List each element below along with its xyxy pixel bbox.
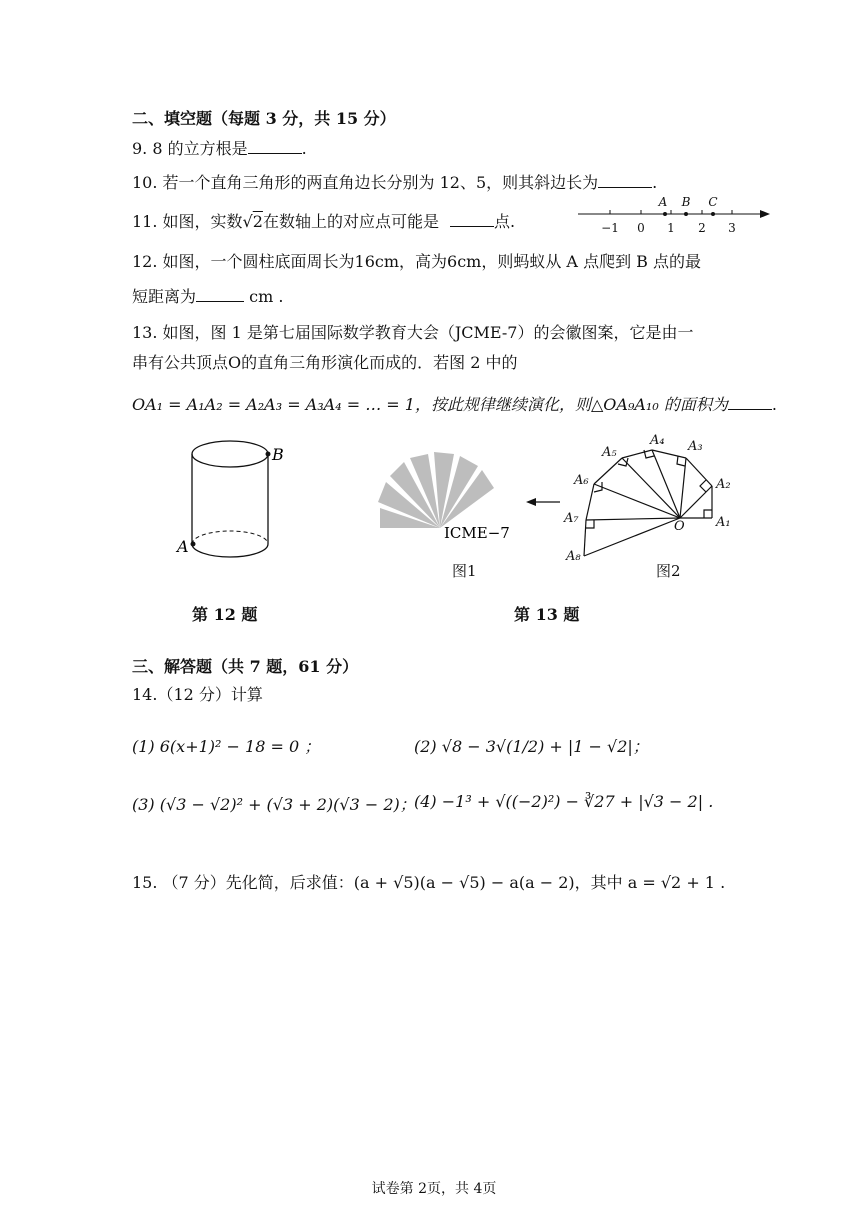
answer-blank <box>728 395 772 410</box>
answer-blank <box>450 212 494 227</box>
point-label: A <box>658 195 668 209</box>
question-12-line-1: 12. 如图，一个圆柱底面周长为16cm，高为6cm，则蚂蚁从 A 点爬到 B 点的最 <box>132 252 701 271</box>
point-label: A₂ <box>716 477 731 492</box>
question-14-part-2: (2) √8 − 3√(1/2) + |1 − √2|； <box>414 737 649 756</box>
section-2-title: 二、填空题（每题 3 分，共 15 分） <box>132 109 396 128</box>
question-12-line-2 <box>132 284 283 307</box>
logo-text: ICME−7 <box>444 524 510 542</box>
point-label: B <box>681 195 691 209</box>
icme-logo-figure <box>372 448 512 548</box>
question-13-line-2: 串有公共顶点O的直角三角形演化而成的．若图 2 中的 <box>132 353 518 372</box>
question-11-text-b: 在数轴上的对应点可能是 <box>262 212 439 231</box>
question-13-line-1: 13. 如图，图 1 是第七届国际数学教育大会（JCME-7）的会徽图案，它是由一 <box>132 323 694 342</box>
cylinder-label-a: A <box>177 537 189 556</box>
point-label: A₈ <box>566 549 581 564</box>
page-footer: 试卷第 2页，共 4页 <box>371 1181 497 1197</box>
tick-label: −1 <box>601 221 619 235</box>
question-10 <box>132 170 657 193</box>
tick-label: 0 <box>637 221 645 235</box>
point-label: A₄ <box>650 433 665 448</box>
section-3-title: 三、解答题（共 7 题，61 分） <box>132 657 359 676</box>
arrow-icon <box>760 210 770 218</box>
number-line <box>574 194 774 238</box>
cylinder-label-b: B <box>272 445 284 464</box>
tick-label: 3 <box>728 221 736 235</box>
caption-question-12: 第 12 题 <box>192 605 258 624</box>
point-label: A₅ <box>602 445 617 460</box>
point-b <box>684 212 688 216</box>
question-9-text: 9. 8 的立方根是 <box>132 139 248 158</box>
point-a <box>663 212 667 216</box>
question-13-formula: OA₁ = A₁A₂ = A₂A₃ = A₃A₄ = … = 1，按此规律继续演化，则△OA₉A₁₀ 的面积为 <box>132 395 728 414</box>
question-10-end: . <box>652 173 658 192</box>
figure-2-label: 图2 <box>656 562 681 580</box>
point-label: C <box>708 195 718 209</box>
point-label: A₁ <box>716 515 731 530</box>
question-12-text: 短距离为 <box>132 287 197 306</box>
question-9 <box>132 136 307 159</box>
question-11 <box>132 209 515 232</box>
question-14-part-3: (3) (√3 − √2)² + (√3 + 2)(√3 − 2)； <box>132 795 416 814</box>
question-14-part-1: (1) 6(x+1)² − 18 = 0 ； <box>132 737 321 756</box>
answer-blank <box>598 173 652 188</box>
question-11-text-a: 11. 如图，实数 <box>132 212 243 231</box>
question-11-end: 点. <box>494 212 516 231</box>
spiral-figure <box>560 428 760 578</box>
point-label: A₆ <box>574 473 589 488</box>
question-13-end: . <box>771 395 777 414</box>
tick-label: 1 <box>667 221 675 235</box>
point-label: A₃ <box>688 439 703 454</box>
cylinder-figure <box>172 436 302 566</box>
answer-blank <box>248 139 302 154</box>
tick-label: 2 <box>698 221 706 235</box>
caption-question-13: 第 13 题 <box>514 605 580 624</box>
sqrt-symbol: √ <box>242 212 253 231</box>
sqrt-radicand: 2 <box>252 212 263 231</box>
point-label-o: O <box>674 519 685 534</box>
question-10-text: 10. 若一个直角三角形的两直角边长分别为 12、5，则其斜边长为 <box>132 173 599 192</box>
point-c <box>711 212 715 216</box>
question-14-part-4: (4) −1³ + √((−2)²) − ∛27 + |√3 − 2| . <box>414 792 714 811</box>
question-12-unit: cm . <box>249 287 284 306</box>
arrow-left-icon <box>524 494 564 510</box>
answer-blank <box>196 287 244 302</box>
question-9-end: . <box>301 139 307 158</box>
point-label: A₇ <box>564 511 579 526</box>
question-15: 15. （7 分）先化简，后求值：(a + √5)(a − √5) − a(a − 2)，其中 a = √2 + 1 . <box>132 873 726 892</box>
figure-1-label: 图1 <box>452 562 477 580</box>
question-13-line-3 <box>132 392 777 415</box>
question-14-head: 14.（12 分）计算 <box>132 685 263 704</box>
